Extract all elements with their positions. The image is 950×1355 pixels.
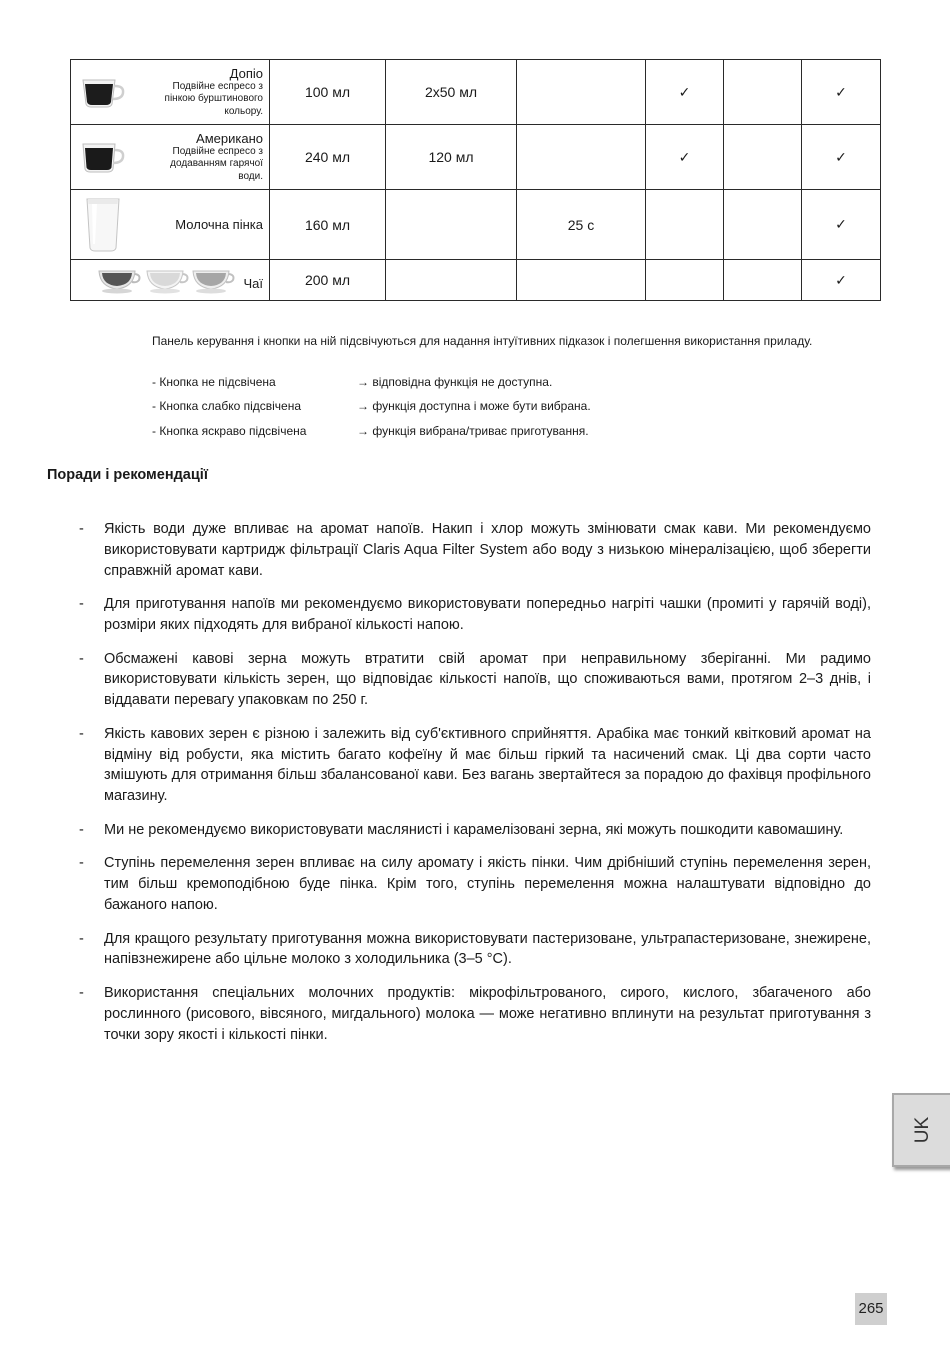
check-icon: ✓ [802, 260, 881, 301]
table-cell: 240 мл [270, 125, 386, 190]
list-item [47, 929, 871, 971]
page-number: 265 [855, 1293, 887, 1325]
dash: - [79, 821, 84, 838]
drink-name: Американо [196, 130, 263, 146]
table-row [71, 260, 881, 301]
table-cell [724, 60, 802, 125]
list-item [47, 853, 871, 915]
drink-description: Подвійне еспресо з пінкою бурштинового кольору. [164, 80, 263, 117]
dash: - [79, 855, 84, 872]
list-item [47, 983, 871, 1045]
list-item [47, 724, 871, 807]
dash: - [79, 725, 84, 742]
drink-cell [71, 260, 270, 301]
beverage-table [70, 59, 881, 301]
check-icon: ✓ [802, 125, 881, 190]
table-cell: 25 с [517, 190, 646, 260]
language-tab [892, 1093, 950, 1167]
dash: - [79, 521, 84, 537]
table-cell [386, 260, 517, 301]
legend-key: - Кнопка слабко підсвічена [152, 399, 302, 413]
tips-list [47, 519, 871, 1058]
list-item [47, 594, 871, 636]
table-cell [646, 260, 724, 301]
legend-key: - Кнопка не підсвічена [152, 375, 276, 389]
legend-value: → відповідна функція не доступна. [357, 375, 553, 389]
drink-cell [71, 125, 270, 190]
drink-cell [71, 190, 270, 260]
table-row [71, 125, 881, 190]
drink-name: Чаї [243, 275, 263, 291]
control-panel-note: Панель керування і кнопки на ній підсвічуються для надання інтуїтивних підказок і полегшення використання приладу. [152, 334, 813, 348]
list-item [47, 820, 871, 841]
tip-text: Якість кавових зерен є різною і залежить від суб'єктивного сприйняття. Арабіка має тонкий квітковий аромат на відміну від робусти, яка містить багато кофеїну й має більш гіркий та насичений смак. Ці два сорти часто змішують для отримання більш збалансованої кави. Без вагань звертайтеся за порадою до фахівця профільного магазину. [104, 725, 871, 805]
drink-cell [71, 60, 270, 125]
tip-text: Для приготування напоїв ми рекомендуємо використовувати попередньо нагріті чашки (промиті у гарячій воді), розміри яких підходять для вибраної кількості напою. [104, 596, 871, 633]
double-cup-icon [79, 74, 127, 110]
check-icon: ✓ [646, 125, 724, 190]
table-cell [646, 190, 724, 260]
check-icon: ✓ [802, 190, 881, 260]
tea-cups-icon [97, 265, 247, 295]
tip-text: Для кращого результату приготування можна використовувати пастеризоване, ультрапастеризоване, знежирене, напівзнежирене або цільне молоко з холодильника (3–5 °C). [104, 930, 871, 968]
table-cell: 120 мл [386, 125, 517, 190]
table-row [71, 190, 881, 260]
check-icon: ✓ [646, 60, 724, 125]
tip-text: Обсмажені кавові зерна можуть втратити свій аромат при неправильному зберіганні. Ми радимо використовувати кількість зерен, що відповідає кількості напоїв, що споживаються вами, протягом 2–3 днів, і віддавати перевагу упаковкам по 250 г. [104, 650, 871, 709]
table-cell [517, 60, 646, 125]
dash: - [79, 650, 84, 667]
drink-name: Допіо [229, 65, 263, 81]
language-code: UK [912, 1116, 933, 1144]
coffee-cup-icon [79, 139, 127, 175]
legend-value: → функція вибрана/триває приготування. [357, 424, 589, 438]
tip-text: Ступінь перемелення зерен впливає на силу аромату і якість пінки. Чим дрібніший ступінь перемелення зерен, тим більш кремоподібною буде пінка. Крім того, ступінь перемелення можна налаштувати відповідно до бажаного напою. [104, 855, 871, 913]
list-item [47, 519, 871, 581]
table-cell: 2x50 мл [386, 60, 517, 125]
table-cell [386, 190, 517, 260]
section-title: Поради і рекомендації [47, 467, 208, 483]
tip-text: Якість води дуже впливає на аромат напоїв. Накип і хлор можуть змінювати смак кави. Ми рекомендуємо використовувати картридж фільтрації Claris Aqua Filter System або воду з низькою мінералізацією, щоб зберегти справжній аромат кави. [104, 521, 871, 579]
list-item [47, 649, 871, 711]
drink-description: Подвійне еспресо з додаванням гарячої води. [170, 145, 263, 182]
dash: - [79, 984, 84, 1001]
table-row [71, 60, 881, 125]
legend-key: - Кнопка яскраво підсвічена [152, 424, 307, 438]
table-cell: 100 мл [270, 60, 386, 125]
check-icon: ✓ [802, 60, 881, 125]
tip-text: Ми не рекомендуємо використовувати маслянисті і карамелізовані зерна, які можуть пошкодити кавомашину. [104, 821, 844, 838]
table-cell [724, 125, 802, 190]
tip-text: Використання спеціальних молочних продуктів: мікрофільтрованого, сирого, кислого, збагаченого або рослинного (рисового, вівсяного, мигдального) молока — може негативно вплинути на результат приготування з точки зору якості і кількості пінки. [104, 984, 871, 1043]
table-cell [517, 125, 646, 190]
table-cell [724, 260, 802, 301]
table-cell [724, 190, 802, 260]
legend-value: → функція доступна і може бути вибрана. [357, 399, 591, 413]
dash: - [79, 930, 84, 947]
glass-icon [79, 196, 127, 254]
drink-name: Молочна пінка [175, 217, 263, 232]
table-cell [517, 260, 646, 301]
table-cell: 200 мл [270, 260, 386, 301]
table-cell: 160 мл [270, 190, 386, 260]
dash: - [79, 596, 84, 613]
